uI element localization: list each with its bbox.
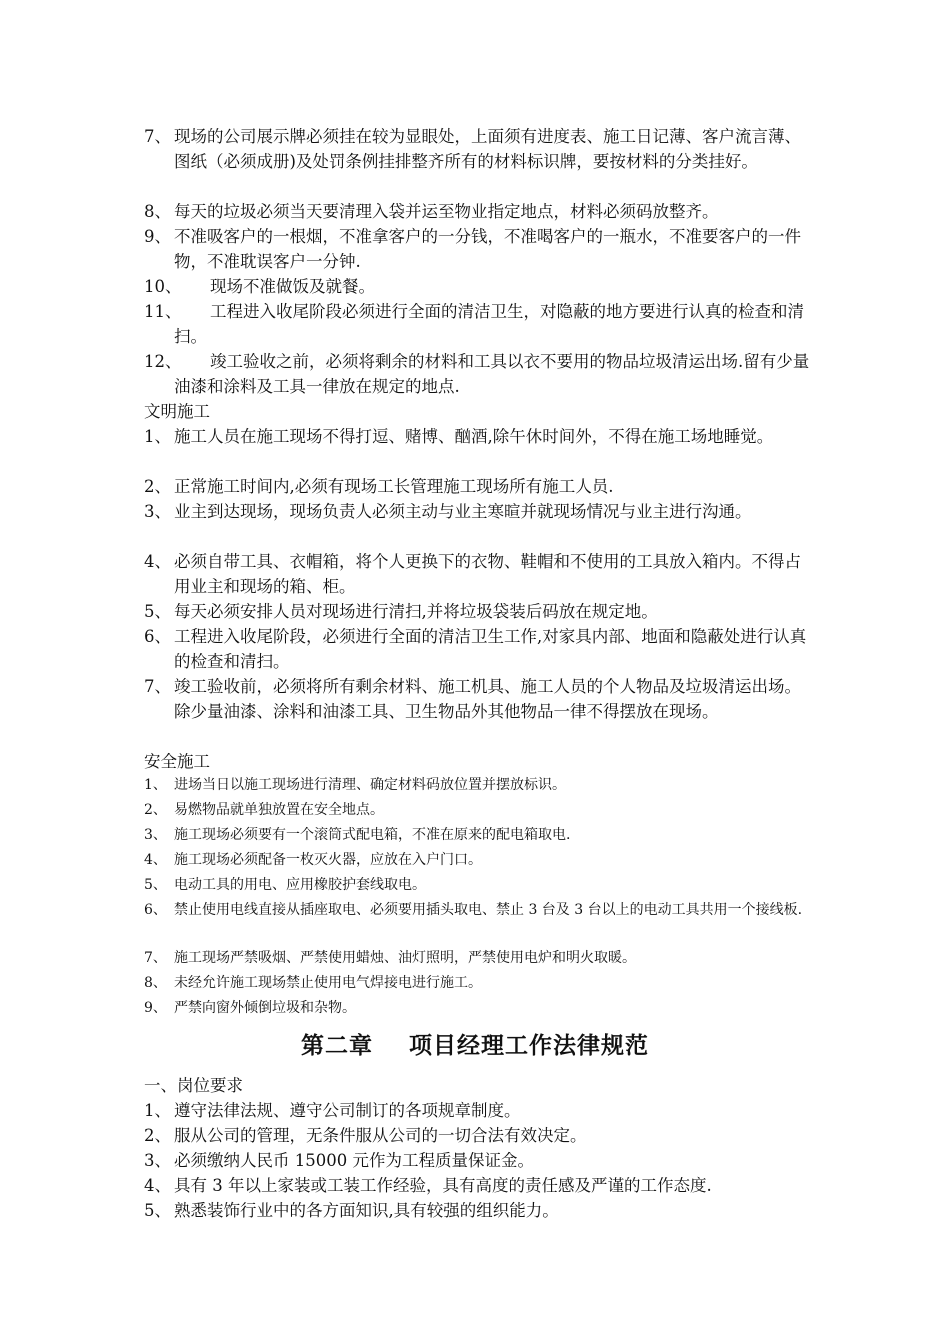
item-text: 不准吸客户的一根烟，不准拿客户的一分钱，不准喝客户的一瓶水，不准要客户的一件物，不准耽误客户一分钟.	[174, 227, 801, 271]
list-item	[144, 349, 816, 399]
item-number: 3、	[144, 502, 171, 521]
list-item	[144, 599, 816, 624]
list-item	[144, 971, 816, 995]
item-number: 4、	[144, 852, 167, 868]
list-item	[144, 549, 816, 599]
item-number: 1、	[144, 427, 171, 446]
item-number: 3、	[144, 827, 167, 843]
item-number: 5、	[144, 1201, 171, 1220]
item-text: 未经允许施工现场禁止使用电气焊接电进行施工。	[174, 975, 482, 991]
item-text: 每天的垃圾必须当天要清理入袋并运至物业指定地点，材料必须码放整齐。	[174, 202, 719, 221]
list-item	[144, 1148, 816, 1173]
item-number: 4、	[144, 552, 171, 571]
section-heading: 一、岗位要求	[144, 1076, 243, 1095]
item-number: 7、	[144, 127, 171, 146]
item-text: 严禁向窗外倾倒垃圾和杂物。	[174, 1000, 356, 1016]
item-text: 服从公司的管理，无条件服从公司的一切合法有效决定。	[174, 1126, 587, 1145]
list-item	[144, 674, 816, 724]
item-text: 遵守法律法规、遵守公司制订的各项规章制度。	[174, 1101, 521, 1120]
list-item	[144, 199, 816, 224]
item-number: 5、	[144, 877, 167, 893]
item-text: 每天必须安排人员对现场进行清扫,并将垃圾袋装后码放在规定地。	[174, 602, 658, 621]
item-text: 现场不准做饭及就餐。	[210, 277, 375, 296]
item-number: 8、	[144, 202, 171, 221]
list-item	[144, 499, 816, 524]
chapter-title: 第二章 项目经理工作法律规范	[300, 1032, 650, 1059]
list-item	[144, 1098, 816, 1123]
item-text: 具有 3 年以上家装或工装工作经验，具有高度的责任感及严谨的工作态度.	[174, 1176, 712, 1195]
list-item	[144, 224, 816, 274]
item-text: 正常施工时间内,必须有现场工长管理施工现场所有施工人员.	[174, 477, 614, 496]
list-item	[144, 1173, 816, 1198]
item-number: 12、	[144, 352, 182, 371]
item-text: 施工现场必须要有一个滚筒式配电箱，不准在原来的配电箱取电.	[174, 827, 571, 843]
item-number: 6、	[144, 902, 167, 918]
item-number: 4、	[144, 1176, 171, 1195]
item-number: 6、	[144, 627, 171, 646]
item-number: 9、	[144, 227, 171, 246]
list-item	[144, 798, 816, 822]
item-text: 易燃物品就单独放置在安全地点。	[174, 802, 384, 818]
item-text: 施工人员在施工现场不得打逗、赌博、酗酒,除午休时间外，不得在施工场地睡觉。	[174, 427, 774, 446]
item-text: 进场当日以施工现场进行清理、确定材料码放位置并摆放标识。	[174, 777, 566, 793]
item-text: 业主到达现场，现场负责人必须主动与业主寒暄并就现场情况与业主进行沟通。	[174, 502, 752, 521]
item-number: 3、	[144, 1151, 171, 1170]
item-number: 1、	[144, 1101, 171, 1120]
section-heading: 文明施工	[144, 402, 210, 421]
list-item	[144, 996, 816, 1020]
list-item	[144, 1198, 816, 1223]
list-item	[144, 274, 816, 299]
item-text: 竣工验收之前，必须将剩余的材料和工具以衣不要用的物品垃圾清运出场.留有少量油漆和涂料及工具一律放在规定的地点.	[174, 352, 810, 396]
item-number: 1、	[144, 777, 167, 793]
item-text: 施工现场必须配备一枚灭火器，应放在入户门口。	[174, 852, 482, 868]
list-item	[144, 848, 816, 872]
list-item	[144, 424, 816, 449]
item-number: 7、	[144, 950, 167, 966]
list-item	[144, 124, 816, 174]
item-text: 电动工具的用电、应用橡胶护套线取电。	[174, 877, 426, 893]
item-number: 9、	[144, 1000, 167, 1016]
item-text: 现场的公司展示牌必须挂在较为显眼处，上面须有进度表、施工日记薄、客户流言薄、图纸（必须成册)及处罚条例挂排整齐所有的材料标识牌，要按材料的分类挂好。	[174, 127, 801, 171]
list-item	[144, 299, 816, 349]
item-text: 竣工验收前，必须将所有剩余材料、施工机具、施工人员的个人物品及垃圾清运出场。除少量油漆、涂料和油漆工具、卫生物品外其他物品一律不得摆放在现场。	[174, 677, 801, 721]
item-number: 5、	[144, 602, 171, 621]
item-text: 必须自带工具、衣帽箱，将个人更换下的衣物、鞋帽和不使用的工具放入箱内。不得占用业主和现场的箱、柜。	[174, 552, 801, 596]
item-number: 8、	[144, 975, 167, 991]
list-item	[144, 1123, 816, 1148]
item-number: 10、	[144, 277, 182, 296]
item-number: 2、	[144, 477, 171, 496]
item-text: 熟悉装饰行业中的各方面知识,具有较强的组织能力。	[174, 1201, 559, 1220]
item-text: 施工现场严禁吸烟、严禁使用蜡烛、油灯照明，严禁使用电炉和明火取暖。	[174, 950, 636, 966]
list-item	[144, 773, 816, 797]
list-item	[144, 946, 816, 970]
item-number: 2、	[144, 1126, 171, 1145]
section-heading: 安全施工	[144, 752, 210, 771]
list-item	[144, 474, 816, 499]
item-text: 禁止使用电线直接从插座取电、必须要用插头取电、禁止 3 台及 3 台以上的电动工具共用一个接线板.	[174, 902, 803, 918]
list-item	[144, 873, 816, 897]
item-text: 工程进入收尾阶段，必须进行全面的清洁卫生工作,对家具内部、地面和隐蔽处进行认真的检查和清扫。	[174, 627, 807, 671]
item-number: 7、	[144, 677, 171, 696]
item-text: 必须缴纳人民币 15000 元作为工程质量保证金。	[174, 1151, 534, 1170]
list-item	[144, 898, 816, 922]
list-item	[144, 624, 816, 674]
list-item	[144, 823, 816, 847]
item-text: 工程进入收尾阶段必须进行全面的清洁卫生，对隐蔽的地方要进行认真的检查和清扫。	[174, 302, 804, 346]
item-number: 11、	[144, 302, 182, 321]
item-number: 2、	[144, 802, 167, 818]
